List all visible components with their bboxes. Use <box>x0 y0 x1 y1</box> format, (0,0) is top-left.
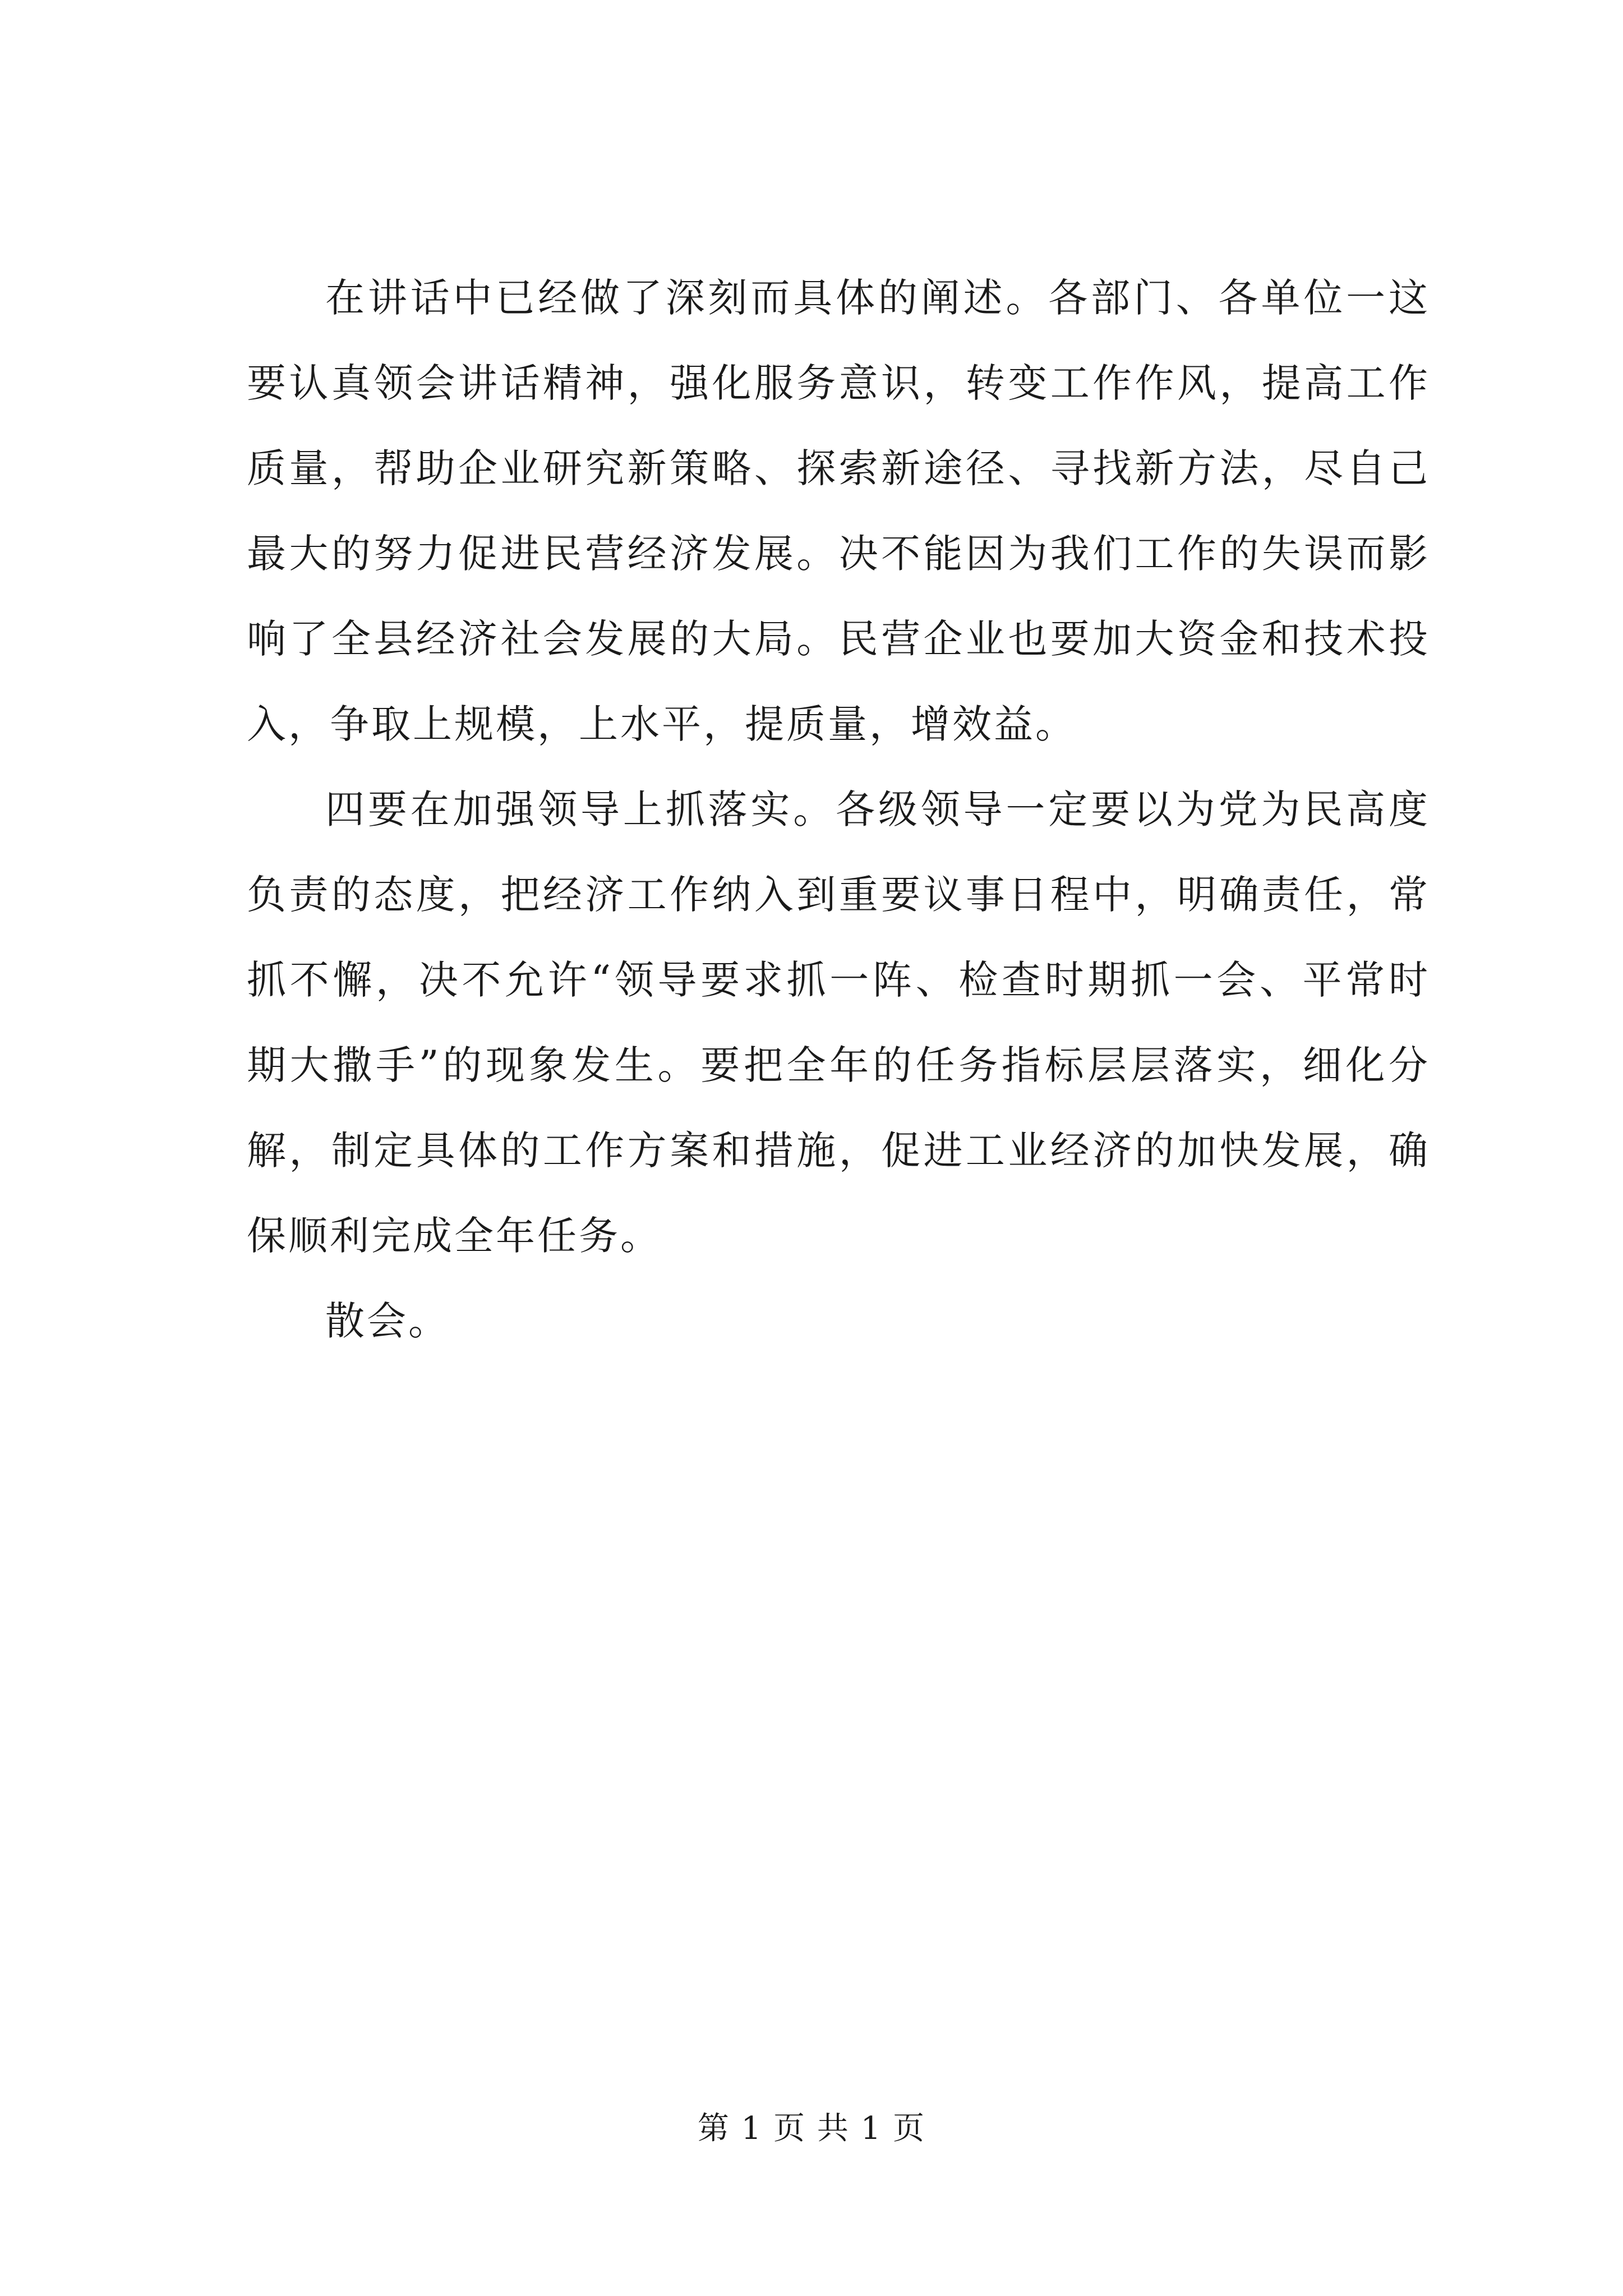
paragraph: 散会。 <box>325 1298 450 1344</box>
paragraph: 在讲话中已经做了深刻而具体的阐述。各部门、各单位一这要认真领会讲话精神，强化服务意识，转变工作作风，提高工作质量，帮助企业研究新策略、探索新途径、寻找新方法，尽自己最大的努力促进民营经济发展。决不能因为我们工作的失误而影响了全县经济社会发展的大局。民营企业也要加大资金和技术投入，争取上规模，上水平，提质量，增效益。 <box>247 275 1430 747</box>
paragraph: 四要在加强领导上抓落实。各级领导一定要以为党为民高度负责的态度，把经济工作纳入到重要议事日程中，明确责任，常抓不懈，决不允许“领导要求抓一阵、检查时期抓一会、平常时期大撒手”的现象发生。要把全年的任务指标层层落实，细化分解，制定具体的工作方案和措施，促进工业经济的加快发展，确保顺利完成全年任务。 <box>247 786 1430 1259</box>
document-body <box>247 255 1430 1364</box>
page-number-footer: 第 1 页 共 1 页 <box>697 2110 926 2147</box>
